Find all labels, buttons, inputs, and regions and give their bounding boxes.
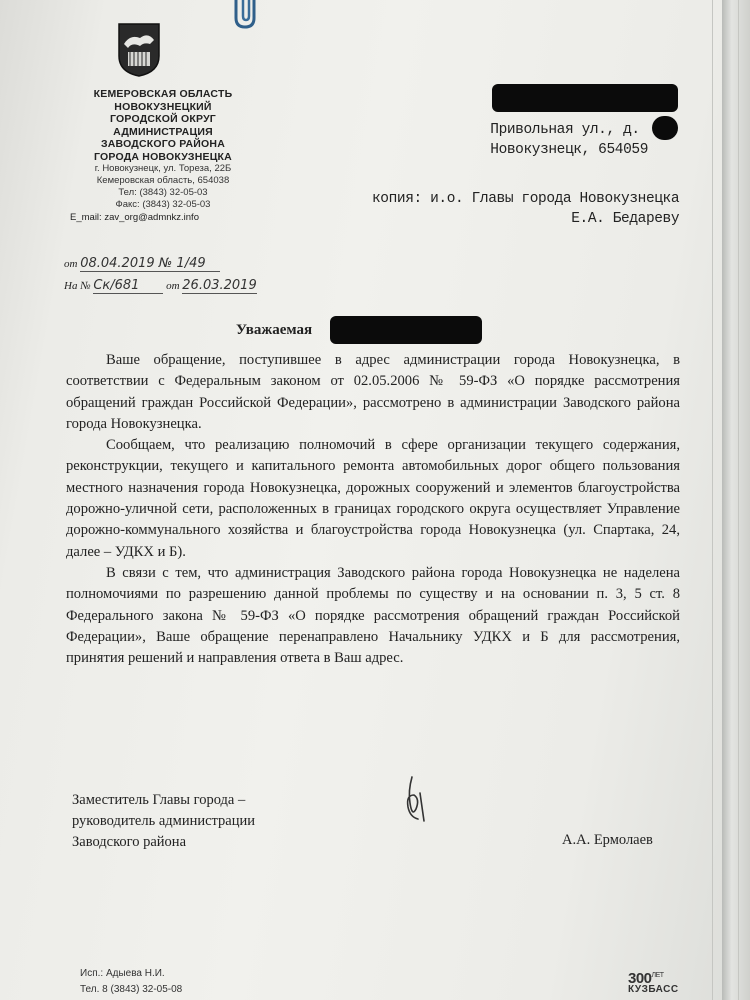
coat-of-arms-icon	[116, 22, 162, 78]
kuzbass-300-logo: $300^{ЛЕТ}$ КУЗБАСС	[628, 970, 679, 995]
sender-address-line2: Кемеровская область, 654038	[96, 175, 230, 186]
sender-fax: Факс: (3843) 32-05-03	[115, 199, 211, 210]
sender-address-line1: г. Новокузнецк, ул. Тореза, 22Б	[94, 163, 232, 174]
sender-email: E_mail: zav_org@admnkz.info	[70, 212, 199, 223]
executor-name: Исп.: Адыева Н.И.	[80, 968, 165, 979]
recipient-street: Привольная ул., д.	[490, 122, 640, 138]
registration-incoming-number: Ск/681	[93, 278, 163, 294]
sender-org-line: НОВОКУЗНЕЦКИЙ	[114, 100, 212, 113]
sender-block	[68, 88, 258, 223]
recipient-address	[490, 120, 648, 160]
registration-line-2: На № Ск/681 от 26.03.2019	[64, 278, 257, 293]
executor-block	[80, 966, 182, 998]
sender-phone: Тел: (3843) 32-05-03	[118, 187, 208, 198]
sender-org-line: АДМИНИСТРАЦИЯ	[113, 125, 213, 138]
redacted-recipient-name	[492, 84, 678, 112]
registration-incoming-date: 26.03.2019	[182, 278, 257, 293]
letter-body	[66, 350, 680, 669]
page-edge-line	[712, 0, 713, 1000]
paperclip-icon	[228, 0, 268, 30]
body-paragraph: В связи с тем, что администрация Заводского района города Новокузнецка не наделена полномочиями по разрешению данной проблемы по существу и на основании п. 3, 5 ст. 8 Федерального закона № 59-ФЗ «О порядке рассмотрения обращений граждан Российской Федерации», Ваше обращение перенаправлено Начальнику УДКХ и Б для рассмотрения, принятия решений и направления ответа в Ваш адрес.	[66, 564, 680, 667]
page-edge-line	[738, 0, 739, 1000]
sender-org-line: ГОРОДА НОВОКУЗНЕЦКА	[94, 150, 232, 163]
sender-org-line: КЕМЕРОВСКАЯ ОБЛАСТЬ	[93, 88, 233, 100]
copy-to-block	[372, 189, 679, 229]
registration-outgoing-number: 08.04.2019 № 1/49	[80, 256, 220, 272]
sender-org-line: ГОРОДСКОЙ ОКРУГ	[110, 113, 216, 125]
body-paragraph: Ваше обращение, поступившее в адрес администрации города Новокузнецка, в соответствии с Федеральным законом от 02.05.2006 № 59-ФЗ «О порядке рассмотрения обращений граждан Российской Федерации», рассмотрено в администрации Заводского района города Новокузнецка.	[66, 352, 680, 432]
body-paragraph: Сообщаем, что реализацию полномочий в сфере организации текущего содержания, реконструкции, текущего и капитального ремонта автомобильных дорог общего пользования местного назначения города Новокузнецка, дорожных сооружений и элементов благоустройства дорожно-уличной сети, расположенных в границах городского округа осуществляет Управление дорожно-коммунального хозяйства и благоустройства города Новокузнецка (ул. Спартака, 24, далее – УДКХ и Б).	[66, 437, 680, 560]
copy-to-line2: Е.А. Бедареву	[571, 211, 680, 227]
signatory-position: Заместитель Главы города – руководитель администрации Заводского района	[72, 792, 256, 850]
salutation: Уважаемая	[236, 322, 313, 338]
signer-name: А.А. Ермолаев	[562, 832, 653, 848]
redacted-house-number	[652, 116, 678, 140]
page-edge-strip	[722, 0, 750, 1000]
handwritten-signature	[398, 773, 434, 825]
executor-phone: Тел. 8 (3843) 32-05-08	[80, 984, 183, 995]
copy-to-line1: копия: и.о. Главы города Новокузнецка	[372, 191, 680, 207]
sender-org-line: ЗАВОДСКОГО РАЙОНА	[101, 138, 225, 150]
recipient-city: Новокузнецк, 654059	[490, 142, 648, 158]
redacted-addressee-name	[330, 316, 482, 344]
registration-line-1: от 08.04.2019 № 1/49	[64, 256, 220, 272]
